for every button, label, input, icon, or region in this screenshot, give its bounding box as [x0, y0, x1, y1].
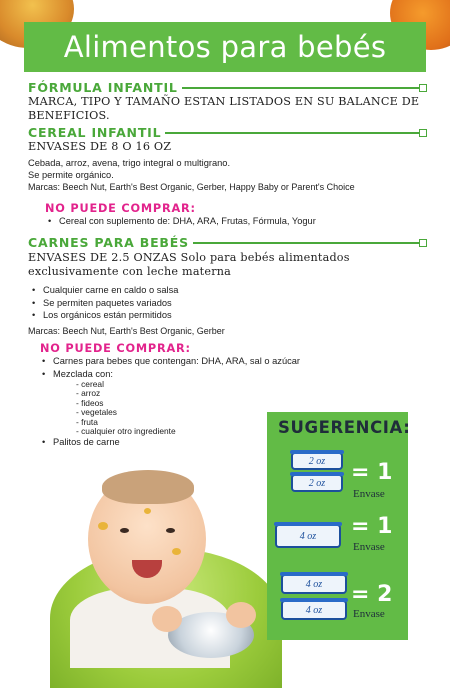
cereal-no-buy-heading: NO PUEDE COMPRAR: — [45, 202, 196, 215]
baby-eye-shape — [120, 528, 129, 533]
equals-value: = 2 — [351, 582, 393, 607]
page-title: Alimentos para bebés — [63, 30, 387, 64]
meats-sizes-line1: ENVASES DE 2.5 ONZAS Solo para bebés alimentados — [28, 251, 350, 264]
food-splat — [98, 522, 108, 530]
container-label: 2 oz — [308, 477, 326, 489]
list-item: • Palitos de carne — [42, 436, 120, 449]
list-item: - vegetales — [76, 407, 117, 418]
section-divider — [165, 132, 426, 134]
baby-hand-shape — [226, 602, 256, 628]
equals-value: = 1 — [351, 514, 393, 539]
container-4oz-icon — [281, 574, 347, 594]
equals-value: = 1 — [351, 460, 393, 485]
container-2oz-icon — [291, 452, 343, 470]
container-label: 2 oz — [308, 455, 326, 467]
meats-no-buy-list-extra — [42, 436, 120, 449]
list-item: • Se permiten paquetes variados — [32, 297, 178, 310]
baby-hair-shape — [102, 470, 194, 504]
list-item: • Cualquier carne en caldo o salsa — [32, 284, 178, 297]
list-item: - arroz — [76, 388, 101, 399]
formula-section-header — [28, 80, 426, 95]
food-splat — [172, 548, 181, 555]
list-item: - cualquier otro ingrediente — [76, 426, 176, 437]
formula-text-line1: MARCA, TIPO Y TAMAÑO ESTAN LISTADOS EN SU BALANCE DE — [28, 95, 420, 108]
cereal-line1: Cebada, arroz, avena, trigo integral o multigrano. — [28, 158, 231, 168]
container-4oz-icon — [275, 524, 341, 548]
section-divider — [182, 87, 426, 89]
suggestion-heading: SUGERENCIA: — [278, 418, 411, 437]
meats-section-header — [28, 235, 426, 250]
cereal-heading: CEREAL INFANTIL — [28, 125, 162, 140]
title-banner — [24, 22, 426, 72]
suggestion-box — [267, 412, 411, 640]
cereal-section-header — [28, 125, 426, 140]
cereal-no-buy-list — [48, 215, 316, 228]
meats-allowed-list — [32, 284, 178, 322]
cereal-brands: Marcas: Beech Nut, Earth's Best Organic, Gerber, Happy Baby or Parent's Choice — [28, 182, 355, 192]
list-item: • Cereal con suplemento de: DHA, ARA, Frutas, Fórmula, Yogur — [48, 215, 316, 228]
mixed-with-list — [76, 380, 176, 436]
list-item: • Carnes para bebes que contengan: DHA, ARA, sal o azúcar — [42, 355, 300, 368]
container-2oz-icon — [291, 474, 343, 492]
meats-heading: CARNES PARA BEBÉS — [28, 235, 189, 250]
unit-label: Envase — [353, 541, 385, 553]
list-item: • Mezclada con: — [42, 368, 300, 381]
list-item: - fideos — [76, 397, 104, 408]
food-splat — [144, 508, 151, 514]
list-item: • Los orgánicos están permitidos — [32, 309, 178, 322]
meats-sizes-line2: exclusivamente con leche materna — [28, 265, 232, 278]
cereal-line2: Se permite orgánico. — [28, 170, 114, 180]
baby-eye-shape — [166, 528, 175, 533]
list-item: - cereal — [76, 379, 104, 389]
cereal-sizes: ENVASES DE 8 O 16 OZ — [28, 140, 172, 153]
formula-heading: FÓRMULA INFANTIL — [28, 80, 178, 95]
list-item: - fruta — [76, 416, 98, 427]
container-label: 4 oz — [299, 530, 317, 542]
container-label: 4 oz — [305, 578, 323, 590]
container-label: 4 oz — [305, 604, 323, 616]
baby-hand-shape — [152, 606, 182, 632]
formula-text-line2: BENEFICIOS. — [28, 109, 110, 122]
unit-label: Envase — [353, 608, 385, 620]
meats-brands: Marcas: Beech Nut, Earth's Best Organic, Gerber — [28, 326, 225, 336]
meats-no-buy-heading: NO PUEDE COMPRAR: — [40, 342, 191, 355]
meats-no-buy-list — [42, 355, 300, 380]
baby-photo — [40, 462, 288, 658]
container-4oz-icon — [281, 600, 347, 620]
unit-label: Envase — [353, 488, 385, 500]
section-divider — [193, 242, 426, 244]
